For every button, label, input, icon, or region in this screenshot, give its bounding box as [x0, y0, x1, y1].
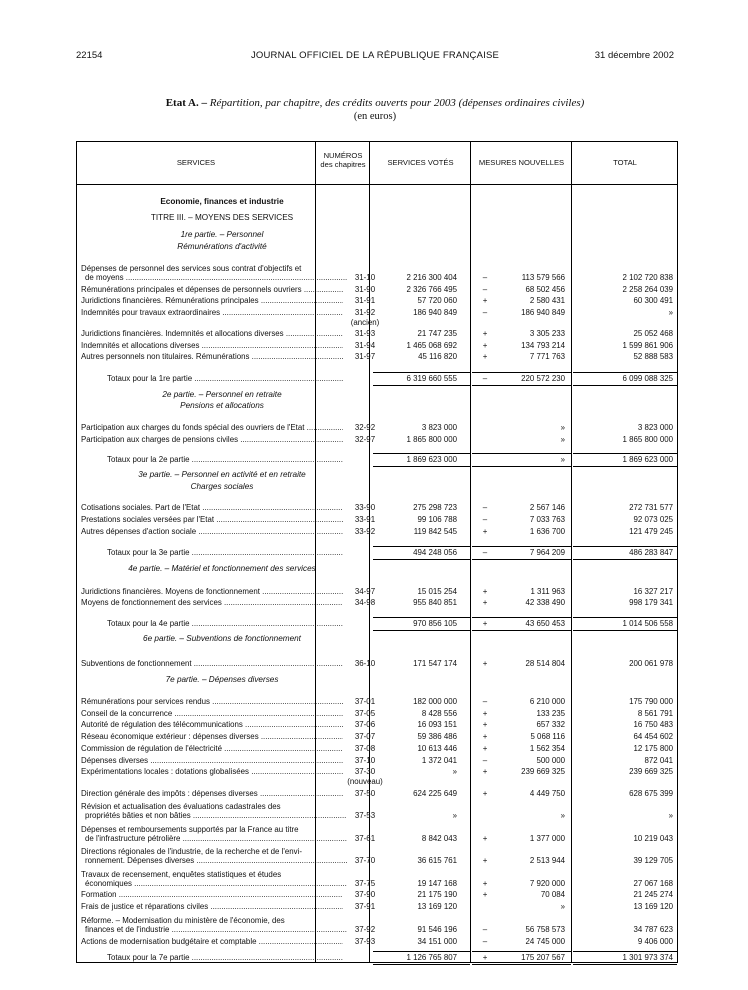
row-label: Réforme. – Modernisation du ministère de l'économie, des — [81, 916, 285, 925]
ministry-heading: Economie, finances et industrie — [160, 197, 284, 206]
mesures-nouvelles-value: 43 650 453 — [525, 619, 565, 628]
total-value: 16 750 483 — [633, 720, 673, 729]
total-value: 239 669 325 — [629, 767, 673, 776]
total-rule — [373, 617, 470, 618]
total-rule — [373, 951, 470, 952]
sign: + — [482, 890, 488, 899]
row-label: Moyens de fonctionnement des services ..... — [81, 599, 343, 608]
row-label: Réseau économique extérieur : dépenses diverses ..... — [81, 733, 343, 742]
row-label-cont: ronnement. Dépenses diverses ..... — [85, 857, 347, 866]
sign: + — [482, 619, 488, 628]
mesures-nouvelles-value: 134 793 214 — [521, 341, 565, 350]
services-votes-value: 21 175 190 — [417, 890, 457, 899]
issue-date: 31 décembre 2002 — [594, 50, 674, 61]
total-rule — [472, 372, 571, 373]
row-label: Expérimentations locales : dotations globalisées ..... — [81, 768, 343, 777]
sign: – — [482, 374, 488, 383]
total-rule — [373, 372, 470, 373]
row-label: Autres dépenses d'action sociale ..... — [81, 528, 343, 537]
mesures-nouvelles-value: 1 562 354 — [529, 744, 565, 753]
total-rule — [472, 559, 571, 560]
total-value: 52 888 583 — [633, 352, 673, 361]
total-rule — [573, 372, 677, 373]
total-value: 64 454 602 — [633, 732, 673, 741]
services-votes-value: 45 116 820 — [418, 352, 457, 361]
total-rule — [373, 559, 470, 560]
sign: – — [482, 273, 488, 282]
mesures-nouvelles-value: 1 377 000 — [529, 834, 565, 843]
total-rule — [573, 559, 677, 560]
row-label: Commission de régulation de l'électricité ..... — [81, 745, 343, 754]
row-label: Totaux pour la 7e partie ..... — [107, 954, 343, 963]
chapter-number: 37-75 — [354, 879, 376, 888]
services-votes-value: 119 842 545 — [413, 527, 457, 536]
page-number: 22154 — [76, 50, 103, 61]
sign: – — [482, 308, 488, 317]
services-votes-value: » — [452, 767, 457, 776]
chapter-number: 33-90 — [354, 503, 376, 512]
mesures-nouvelles-value: 220 572 230 — [521, 374, 565, 383]
services-votes-value: 494 248 056 — [413, 548, 457, 557]
sign: + — [482, 598, 488, 607]
sign: + — [482, 879, 488, 888]
sign: – — [482, 697, 488, 706]
total-value: 121 479 245 — [629, 527, 673, 536]
services-votes-value: » — [452, 811, 457, 820]
sign: – — [482, 503, 488, 512]
total-value: 998 179 341 — [629, 598, 673, 607]
row-label: Dépenses de personnel des services sous contrat d'objectifs et — [81, 264, 302, 273]
total-value: 60 300 491 — [633, 296, 673, 305]
mesures-nouvelles-value: 175 207 567 — [521, 953, 565, 962]
total-value: 8 561 791 — [637, 709, 673, 718]
part-heading: 6e partie. – Subventions de fonctionnement — [143, 634, 301, 643]
total-value: 1 599 861 906 — [622, 341, 673, 350]
services-votes-value: 2 216 300 404 — [406, 273, 457, 282]
mesures-nouvelles-value: 1 636 700 — [529, 527, 565, 536]
mesures-nouvelles-value: » — [560, 423, 565, 432]
chapter-number: 37-06 — [354, 720, 376, 729]
total-rule — [472, 964, 571, 965]
col-services: SERVICES — [176, 158, 216, 167]
journal-title: JOURNAL OFFICIEL DE LA RÉPUBLIQUE FRANÇAISE — [250, 50, 500, 61]
sign: + — [482, 744, 488, 753]
row-label: Dépenses diverses ..... — [81, 757, 343, 766]
services-votes-value: 171 547 174 — [413, 659, 457, 668]
part-heading: 3e partie. – Personnel en activité et en retraite — [138, 470, 306, 479]
total-rule — [472, 385, 571, 386]
chapter-number: 33-91 — [354, 515, 376, 524]
total-value: 1 865 800 000 — [622, 435, 673, 444]
sign: + — [482, 587, 488, 596]
services-votes-value: 182 000 000 — [413, 697, 457, 706]
total-value: 27 067 168 — [633, 879, 673, 888]
mesures-nouvelles-value: 2 567 146 — [529, 503, 565, 512]
part-subheading: Rémunérations d'activité — [177, 242, 267, 251]
services-votes-value: 8 842 043 — [421, 834, 457, 843]
total-value: 12 175 800 — [633, 744, 673, 753]
total-value: 1 301 973 374 — [622, 953, 673, 962]
services-votes-value: 91 546 196 — [417, 925, 457, 934]
title-label: Etat A. – — [165, 97, 207, 109]
unit-label: (en euros) — [353, 111, 397, 122]
row-label: Subventions de fonctionnement ..... — [81, 660, 343, 669]
total-rule — [573, 964, 677, 965]
row-label: Totaux pour la 2e partie ..... — [107, 456, 343, 465]
row-label: Participation aux charges de pensions civiles ..... — [81, 436, 343, 445]
row-label: Révision et actualisation des évaluations cadastrales des — [81, 802, 281, 811]
row-label: Frais de justice et réparations civiles ..... — [81, 903, 343, 912]
total-value: 10 219 043 — [633, 834, 673, 843]
services-votes-value: 8 428 556 — [421, 709, 457, 718]
services-votes-value: 99 106 788 — [417, 515, 457, 524]
total-value: 1 869 623 000 — [622, 455, 673, 464]
services-votes-value: 59 386 486 — [417, 732, 457, 741]
services-votes-value: 624 225 649 — [413, 789, 457, 798]
row-label-cont: finances et de l'industrie ..... — [85, 926, 347, 935]
total-rule — [573, 385, 677, 386]
row-label: Actions de modernisation budgétaire et comptable ..... — [81, 938, 343, 947]
chapter-number: 31-97 — [354, 352, 376, 361]
sign: – — [482, 937, 488, 946]
total-value: 872 041 — [644, 756, 673, 765]
title-text: Répartition, par chapitre, des crédits ouverts pour 2003 (dépenses ordinaires civiles) — [209, 97, 585, 109]
row-label: Direction générale des impôts : dépenses diverses ..... — [81, 790, 343, 799]
mesures-nouvelles-value: » — [560, 455, 565, 464]
total-value: 92 073 025 — [633, 515, 673, 524]
chapter-number: 32-97 — [354, 435, 376, 444]
part-heading: 2e partie. – Personnel en retraite — [162, 390, 282, 399]
chapter-number: 37-53 — [354, 811, 376, 820]
part-heading: 1re partie. – Personnel — [180, 230, 264, 239]
mesures-nouvelles-value: 7 964 209 — [529, 548, 565, 557]
mesures-nouvelles-value: 28 514 804 — [525, 659, 565, 668]
sign: + — [482, 709, 488, 718]
services-votes-value: 2 326 766 495 — [406, 285, 457, 294]
chapter-number: 36-10 — [354, 659, 376, 668]
sign: + — [482, 767, 488, 776]
total-value: 175 790 000 — [629, 697, 673, 706]
mesures-nouvelles-value: 68 502 456 — [525, 285, 565, 294]
total-value: 200 061 978 — [629, 659, 673, 668]
row-label: Juridictions financières. Rémunérations principales ..... — [81, 297, 343, 306]
mesures-nouvelles-value: 500 000 — [536, 756, 565, 765]
chapter-number: 31-92 — [354, 308, 376, 317]
row-label: Prestations sociales versées par l'Etat ..... — [81, 516, 343, 525]
row-label: Participation aux charges du fonds spécial des ouvriers de l'Etat ..... — [81, 424, 343, 433]
chapter-number: 37-70 — [354, 856, 376, 865]
mesures-nouvelles-value: » — [560, 811, 565, 820]
mesures-nouvelles-value: 70 084 — [540, 890, 565, 899]
col-total: TOTAL — [613, 158, 637, 167]
chapter-number: 37-30 — [354, 767, 376, 776]
mesures-nouvelles-value: 7 771 763 — [529, 352, 565, 361]
mesures-nouvelles-value: 1 311 963 — [530, 587, 565, 596]
row-label: Totaux pour la 4e partie ..... — [107, 620, 343, 629]
total-value: 25 052 468 — [633, 329, 673, 338]
row-label: Juridictions financières. Moyens de fonctionnement ..... — [81, 588, 343, 597]
total-rule — [373, 630, 470, 631]
chapter-number: 37-92 — [354, 925, 376, 934]
total-value: 628 675 399 — [629, 789, 673, 798]
chapter-number: 33-92 — [354, 527, 376, 536]
row-label: Cotisations sociales. Part de l'Etat ..... — [81, 504, 343, 513]
chapter-number: 37-93 — [354, 937, 376, 946]
services-votes-value: 970 856 105 — [413, 619, 457, 628]
total-value: 272 731 577 — [629, 503, 673, 512]
total-value: 486 283 847 — [629, 548, 673, 557]
services-votes-value: 15 015 254 — [417, 587, 457, 596]
sign: – — [482, 285, 488, 294]
services-votes-value: 955 840 851 — [413, 598, 457, 607]
row-label: Formation ..... — [81, 891, 343, 900]
services-votes-value: 6 319 660 555 — [406, 374, 457, 383]
chapter-number: 37-91 — [354, 902, 376, 911]
row-label: Directions régionales de l'industrie, de la recherche et de l'envi- — [81, 847, 302, 856]
row-label: Juridictions financières. Indemnités et allocations diverses ..... — [81, 330, 343, 339]
sign: – — [482, 515, 488, 524]
mesures-nouvelles-value: 113 579 566 — [521, 273, 565, 282]
total-rule — [472, 466, 571, 467]
sign: + — [482, 341, 488, 350]
services-votes-value: 57 720 060 — [417, 296, 457, 305]
services-votes-value: 1 869 623 000 — [406, 455, 457, 464]
total-value: » — [668, 811, 673, 820]
chapter-number: 37-05 — [354, 709, 376, 718]
credits-table — [76, 141, 678, 963]
part-heading: 7e partie. – Dépenses diverses — [165, 675, 279, 684]
chapter-number: 37-10 — [354, 756, 376, 765]
row-label: Travaux de recensement, enquêtes statistiques et études — [81, 870, 282, 879]
row-label: Totaux pour la 3e partie ..... — [107, 549, 343, 558]
chapter-number: 37-01 — [354, 697, 376, 706]
sign: – — [482, 756, 488, 765]
chapter-number: 31-91 — [354, 296, 376, 305]
mesures-nouvelles-value: 2 580 431 — [529, 296, 565, 305]
sign: + — [482, 329, 488, 338]
services-votes-value: 16 093 151 — [417, 720, 457, 729]
row-label: Dépenses et remboursements supportés par la France au titre — [81, 825, 299, 834]
services-votes-value: 21 747 235 — [417, 329, 457, 338]
total-value: 34 787 623 — [633, 925, 673, 934]
page-header — [76, 50, 674, 64]
sign: + — [482, 352, 488, 361]
chapter-number: 37-90 — [354, 890, 376, 899]
services-votes-value: 1 372 041 — [421, 756, 457, 765]
sign: + — [482, 659, 488, 668]
services-votes-value: 36 615 761 — [417, 856, 457, 865]
total-rule — [573, 546, 677, 547]
col-mesures-nouvelles: MESURES NOUVELLES — [478, 158, 565, 167]
total-rule — [573, 466, 677, 467]
part-heading: 4e partie. – Matériel et fonctionnement des services — [128, 564, 316, 573]
services-votes-value: 3 823 000 — [421, 423, 457, 432]
mesures-nouvelles-value: 5 068 116 — [530, 732, 565, 741]
total-value: 16 327 217 — [633, 587, 673, 596]
mesures-nouvelles-value: 657 332 — [536, 720, 565, 729]
services-votes-value: 186 940 849 — [413, 308, 457, 317]
part-subheading: Charges sociales — [190, 482, 254, 491]
row-label: Rémunérations pour services rendus ..... — [81, 698, 343, 707]
sign: + — [482, 834, 488, 843]
services-votes-value: 19 147 168 — [417, 879, 457, 888]
chapter-number: 34-97 — [354, 587, 376, 596]
row-label-cont: de moyens ..... — [85, 274, 347, 283]
row-label-cont: propriétés bâties et non bâties ..... — [85, 812, 347, 821]
row-label: Indemnités pour travaux extraordinaires ..... — [81, 309, 343, 318]
sign: + — [482, 527, 488, 536]
mesures-nouvelles-value: 56 758 573 — [525, 925, 565, 934]
chapter-number: 31-10 — [354, 273, 376, 282]
row-label: Indemnités et allocations diverses ..... — [81, 342, 343, 351]
total-rule — [573, 630, 677, 631]
mesures-nouvelles-value: 7 920 000 — [529, 879, 565, 888]
total-value: 6 099 088 325 — [622, 374, 673, 383]
sign: + — [482, 732, 488, 741]
chapter-number: 37-08 — [354, 744, 376, 753]
services-votes-value: 1 865 800 000 — [406, 435, 457, 444]
total-value: » — [668, 308, 673, 317]
row-label: Conseil de la concurrence ..... — [81, 710, 343, 719]
chapter-number: 32-92 — [354, 423, 376, 432]
mesures-nouvelles-value: » — [560, 435, 565, 444]
sign: + — [482, 720, 488, 729]
mesures-nouvelles-value: » — [560, 902, 565, 911]
total-rule — [472, 630, 571, 631]
col-numeros: NUMÉROS des chapitres — [320, 151, 366, 169]
sign: – — [482, 548, 488, 557]
total-value: 13 169 120 — [633, 902, 673, 911]
sign: – — [482, 925, 488, 934]
titre-heading: TITRE III. – MOYENS DES SERVICES — [150, 213, 294, 222]
total-rule — [573, 951, 677, 952]
mesures-nouvelles-value: 42 338 490 — [525, 598, 565, 607]
mesures-nouvelles-value: 133 235 — [536, 709, 565, 718]
part-subheading: Pensions et allocations — [180, 401, 264, 410]
total-rule — [373, 546, 470, 547]
total-rule — [472, 617, 571, 618]
chapter-note: (ancien) — [350, 318, 380, 327]
sign: + — [482, 953, 488, 962]
total-rule — [373, 964, 470, 965]
total-rule — [573, 617, 677, 618]
chapter-note: (nouveau) — [347, 777, 383, 786]
total-value: 21 245 274 — [633, 890, 673, 899]
mesures-nouvelles-value: 4 449 750 — [529, 789, 565, 798]
services-votes-value: 10 613 446 — [417, 744, 457, 753]
services-votes-value: 275 298 723 — [413, 503, 457, 512]
total-value: 3 823 000 — [637, 423, 673, 432]
mesures-nouvelles-value: 239 669 325 — [521, 767, 565, 776]
row-label-cont: économiques ..... — [85, 880, 347, 889]
sign: + — [482, 296, 488, 305]
chapter-number: 34-98 — [354, 598, 376, 607]
sign: + — [482, 789, 488, 798]
services-votes-value: 13 169 120 — [417, 902, 457, 911]
row-label: Rémunérations principales et dépenses de personnels ouvriers ..... — [81, 286, 343, 295]
row-label: Autres personnels non titulaires. Rémunérations ..... — [81, 353, 343, 362]
mesures-nouvelles-value: 6 210 000 — [529, 697, 565, 706]
chapter-number: 31-93 — [354, 329, 376, 338]
total-value: 1 014 506 558 — [622, 619, 673, 628]
services-votes-value: 34 151 000 — [417, 937, 457, 946]
mesures-nouvelles-value: 3 305 233 — [529, 329, 565, 338]
sign: + — [482, 856, 488, 865]
total-rule — [373, 466, 470, 467]
chapter-number: 31-94 — [354, 341, 376, 350]
total-value: 9 406 000 — [637, 937, 673, 946]
mesures-nouvelles-value: 186 940 849 — [521, 308, 565, 317]
table-title — [70, 97, 680, 109]
mesures-nouvelles-value: 2 513 944 — [529, 856, 565, 865]
mesures-nouvelles-value: 24 745 000 — [525, 937, 565, 946]
total-rule — [472, 951, 571, 952]
chapter-number: 37-07 — [354, 732, 376, 741]
row-label-cont: de l'infrastructure pétrolière ..... — [85, 835, 347, 844]
total-rule — [373, 453, 470, 454]
mesures-nouvelles-value: 7 033 763 — [529, 515, 565, 524]
row-label: Totaux pour la 1re partie ..... — [107, 375, 343, 384]
total-rule — [373, 385, 470, 386]
total-rule — [472, 546, 571, 547]
row-label: Autorité de régulation des télécommunications ..... — [81, 721, 343, 730]
services-votes-value: 1 465 068 692 — [406, 341, 457, 350]
total-rule — [573, 453, 677, 454]
col-services-votes: SERVICES VOTÉS — [387, 158, 454, 167]
chapter-number: 31-90 — [354, 285, 376, 294]
total-value: 2 102 720 838 — [622, 273, 673, 282]
total-rule — [472, 453, 571, 454]
chapter-number: 37-61 — [354, 834, 376, 843]
total-value: 2 258 264 039 — [622, 285, 673, 294]
chapter-number: 37-50 — [354, 789, 376, 798]
total-value: 39 129 705 — [633, 856, 673, 865]
services-votes-value: 1 126 765 807 — [406, 953, 457, 962]
